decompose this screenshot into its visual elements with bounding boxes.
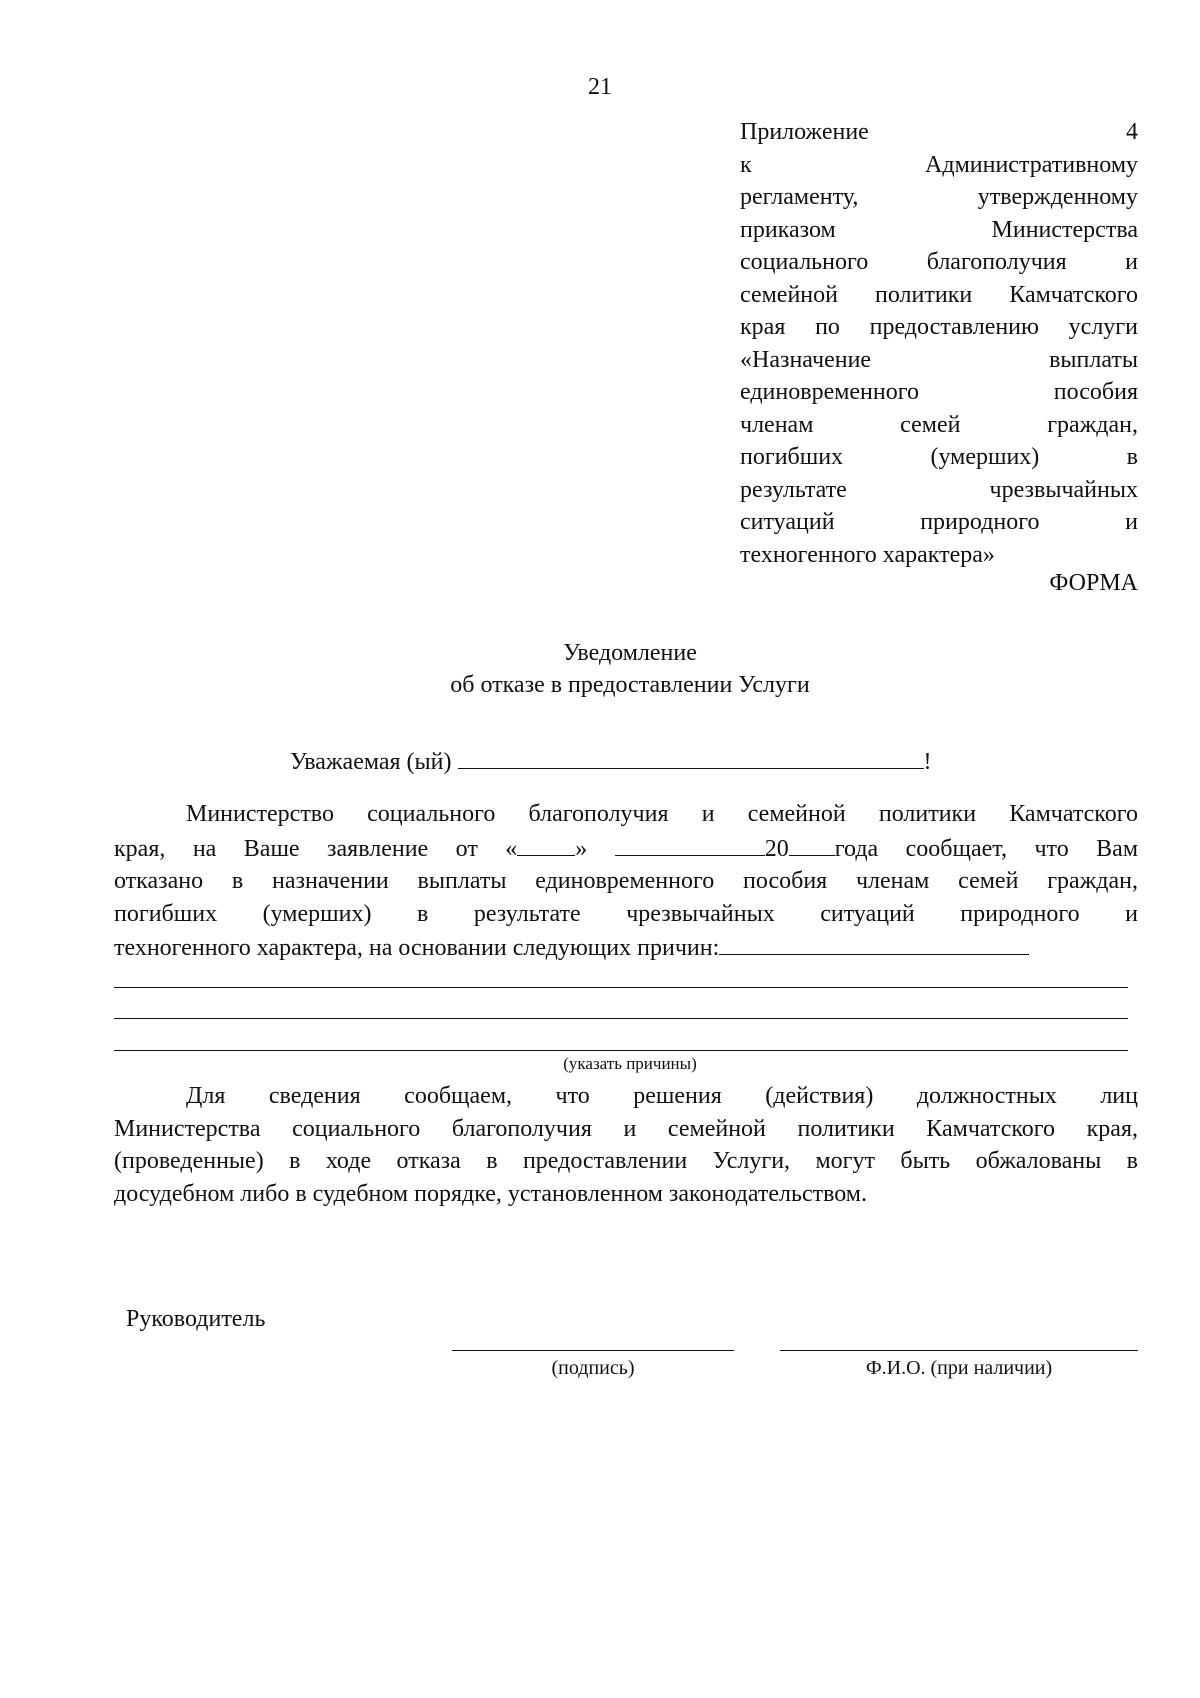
appendix-line: погибших (умерших) в	[740, 444, 1138, 470]
paragraph-fragment: края, на Ваше заявление от «	[114, 835, 518, 862]
paragraph-line-with-reason	[114, 930, 1138, 965]
paragraph-fragment: техногенного характера, на основании следующих причин:	[114, 935, 720, 961]
paragraph-fragment: »	[575, 835, 588, 862]
greeting-prefix: Уважаемая (ый)	[290, 749, 452, 775]
appendix-line: семейной политики Камчатского	[740, 281, 1138, 308]
appendix-line: техногенного характера»	[740, 541, 995, 568]
paragraph-line: Министерства социального благополучия и семейной политики Камчатского края,	[114, 1115, 1138, 1142]
greeting-suffix: !	[923, 749, 932, 775]
reason-field-inline[interactable]	[719, 930, 1029, 955]
signature-label: (подпись)	[551, 1357, 635, 1379]
application-day-field[interactable]	[517, 831, 575, 856]
appendix-line: результате чрезвычайных	[740, 476, 1138, 503]
appendix-line: членам семей граждан,	[740, 411, 1138, 438]
full-name-label: Ф.И.О. (при наличии)	[865, 1357, 1053, 1379]
paragraph-line: погибших (умерших) в результате чрезвычайных ситуаций природного и	[114, 900, 1138, 927]
appendix-line: ситуаций природного и	[740, 509, 1138, 535]
recipient-name-field[interactable]	[458, 744, 924, 769]
page-number: 21	[588, 74, 612, 100]
appendix-line: единовременного пособия	[740, 379, 1138, 405]
appendix-line: социального благополучия и	[740, 249, 1138, 275]
signer-title: Руководитель	[126, 1306, 266, 1332]
paragraph-line: Для сведения сообщаем, что решения (действия) должностных лиц	[186, 1083, 1138, 1109]
refusal-paragraph	[114, 798, 1138, 965]
appeal-paragraph	[114, 1080, 1138, 1210]
reasons-hint: (указать причины)	[563, 1054, 697, 1073]
appendix-line: приказом Министерства	[740, 216, 1138, 243]
application-year-field[interactable]	[789, 831, 835, 856]
greeting-line	[290, 744, 932, 776]
signature-field[interactable]	[452, 1350, 734, 1351]
paragraph-line-with-date	[114, 831, 1138, 866]
appendix-line: края по предоставлению услуги	[740, 314, 1138, 340]
reason-field-line[interactable]	[114, 1050, 1128, 1051]
appendix-line: «Назначение выплаты	[740, 346, 1138, 373]
document-subtitle: об отказе в предоставлении Услуги	[450, 672, 810, 698]
full-name-field[interactable]	[780, 1350, 1138, 1351]
paragraph-line: (проведенные) в ходе отказа в предоставлении Услуги, могут быть обжалованы в	[114, 1148, 1138, 1174]
paragraph-fragment: года сообщает, что Вам	[834, 835, 1139, 862]
form-mark: ФОРМА	[1049, 570, 1138, 596]
appendix-line: регламенту, утвержденному	[740, 184, 1138, 210]
paragraph-fragment: 20	[764, 835, 789, 862]
appendix-line: к Административному	[740, 151, 1138, 178]
application-month-field[interactable]	[615, 831, 765, 856]
paragraph-line: отказано в назначении выплаты единовременного пособия членам семей граждан,	[114, 868, 1138, 894]
document-title: Уведомление	[563, 640, 697, 666]
paragraph-line: Министерство социального благополучия и семейной политики Камчатского	[186, 801, 1138, 827]
reason-field-line[interactable]	[114, 987, 1128, 988]
appendix-line: Приложение 4	[740, 119, 1138, 145]
reason-field-line[interactable]	[114, 1018, 1128, 1019]
paragraph-line: досудебном либо в судебном порядке, установленном законодательством.	[114, 1180, 867, 1207]
appendix-reference	[740, 116, 1138, 571]
